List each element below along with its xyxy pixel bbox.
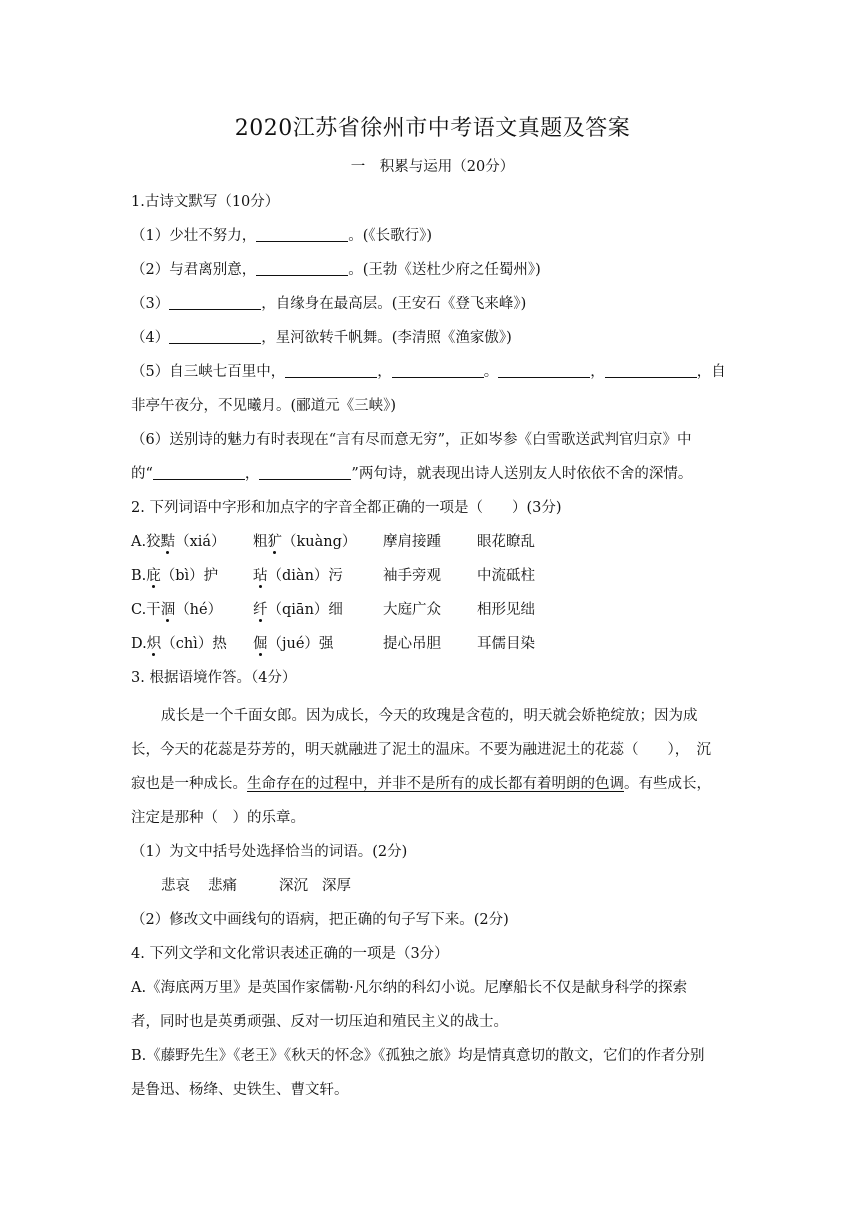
q4-heading: 4. 下列文学和文化常识表述正确的一项是（3分）	[131, 946, 449, 962]
answer-blank[interactable]	[256, 259, 348, 276]
underlined-sentence: 生命存在的过程中，并非不是所有的成长都有着明朗的色调	[247, 776, 624, 792]
q1-heading: 1.古诗文默写（10分）	[131, 194, 280, 210]
q3-sub-1: （1）为文中括号处选择恰当的词语。(2分)	[131, 844, 408, 860]
q1-item-2: （2）与君离别意， 。(王勃《送杜少府之任蜀州》)	[131, 258, 735, 282]
q2-option-c[interactable]: C.干涸（hé） 纤（qiān）细 大庭广众 相形见绌	[131, 602, 535, 618]
q4-option-a-cont: 者，同时也是英勇顽强、反对一切压迫和殖民主义的战士。	[131, 1014, 508, 1030]
q4-option-b: B.《藤野先生》《老王》《秋天的怀念》《孤独之旅》均是情真意切的散文，它们的作者分别	[131, 1048, 705, 1064]
answer-blank[interactable]	[498, 361, 590, 378]
q3-heading: 3. 根据语境作答。（4分）	[131, 670, 297, 686]
answer-blank[interactable]	[169, 293, 261, 310]
q3-passage-line: 成长是一个千面女郎。因为成长，今天的玫瑰是含苞的，明天就会娇艳绽放；因为成	[161, 708, 698, 724]
q2-option-d[interactable]: D.炽（chì）热 倔（jué）强 提心吊胆 耳儒目染	[131, 636, 535, 652]
answer-blank[interactable]	[605, 361, 697, 378]
answer-blank[interactable]	[256, 225, 348, 242]
q2-option-b[interactable]: B.庇（bì）护 玷（diàn）污 袖手旁观 中流砥柱	[131, 568, 535, 584]
q1-item-6: （6）送别诗的魅力有时表现在“言有尽而意无穷”，正如岑参《白雪歌送武判官归京》中	[131, 432, 692, 448]
q3-passage-line: 寂也是一种成长。生命存在的过程中，并非不是所有的成长都有着明朗的色调。有些成长，	[131, 776, 711, 792]
q2-heading: 2. 下列词语中字形和加点字的字音全都正确的一项是（ ）(3分)	[131, 500, 562, 516]
q1-item-1: （1）少壮不努力， 。(《长歌行》)	[131, 224, 735, 248]
answer-blank[interactable]	[392, 361, 484, 378]
q1-item-6-cont: 的“ ， ”两句诗，就表现出诗人送别友人时依依不舍的深情。	[131, 462, 735, 486]
q3-passage-line: 注定是那种（ ）的乐章。	[131, 810, 305, 826]
answer-blank[interactable]	[259, 463, 351, 480]
document-title: 2020江苏省徐州市中考语文真题及答案	[234, 116, 631, 141]
q1-item-5: （5）自三峡七百里中， ， 。 ， ，自	[131, 360, 735, 384]
answer-blank[interactable]	[153, 463, 245, 480]
q3-passage-line: 长，今天的花蕊是芬芳的，明天就融进了泥土的温床。不要为融进泥土的花蕊（ ）， 沉	[131, 742, 711, 758]
q4-option-a: A.《海底两万里》是英国作家儒勒·凡尔纳的科幻小说。尼摩船长不仅是献身科学的探索	[131, 980, 688, 996]
q1-item-4: （4） ，星河欲转千帆舞。(李清照《渔家傲》)	[131, 326, 735, 350]
answer-blank[interactable]	[285, 361, 377, 378]
q1-item-3: （3） ，自缘身在最高层。(王安石《登飞来峰》)	[131, 292, 735, 316]
q3-sub-2: （2）修改文中画线句的语病，把正确的句子写下来。(2分)	[131, 912, 509, 928]
q4-option-b-cont: 是鲁迅、杨绛、史铁生、曹文轩。	[131, 1082, 349, 1098]
answer-blank[interactable]	[169, 327, 261, 344]
q3-word-options: 悲哀 悲痛 深沉 深厚	[161, 878, 351, 894]
q2-option-a[interactable]: A.狡黠（xiá） 粗犷（kuàng） 摩肩接踵 眼花瞭乱	[131, 534, 535, 550]
section-heading: 一 积累与运用（20分）	[350, 159, 515, 175]
q1-item-5-cont: 非亭午夜分，不见曦月。(郦道元《三峡》)	[131, 398, 397, 414]
